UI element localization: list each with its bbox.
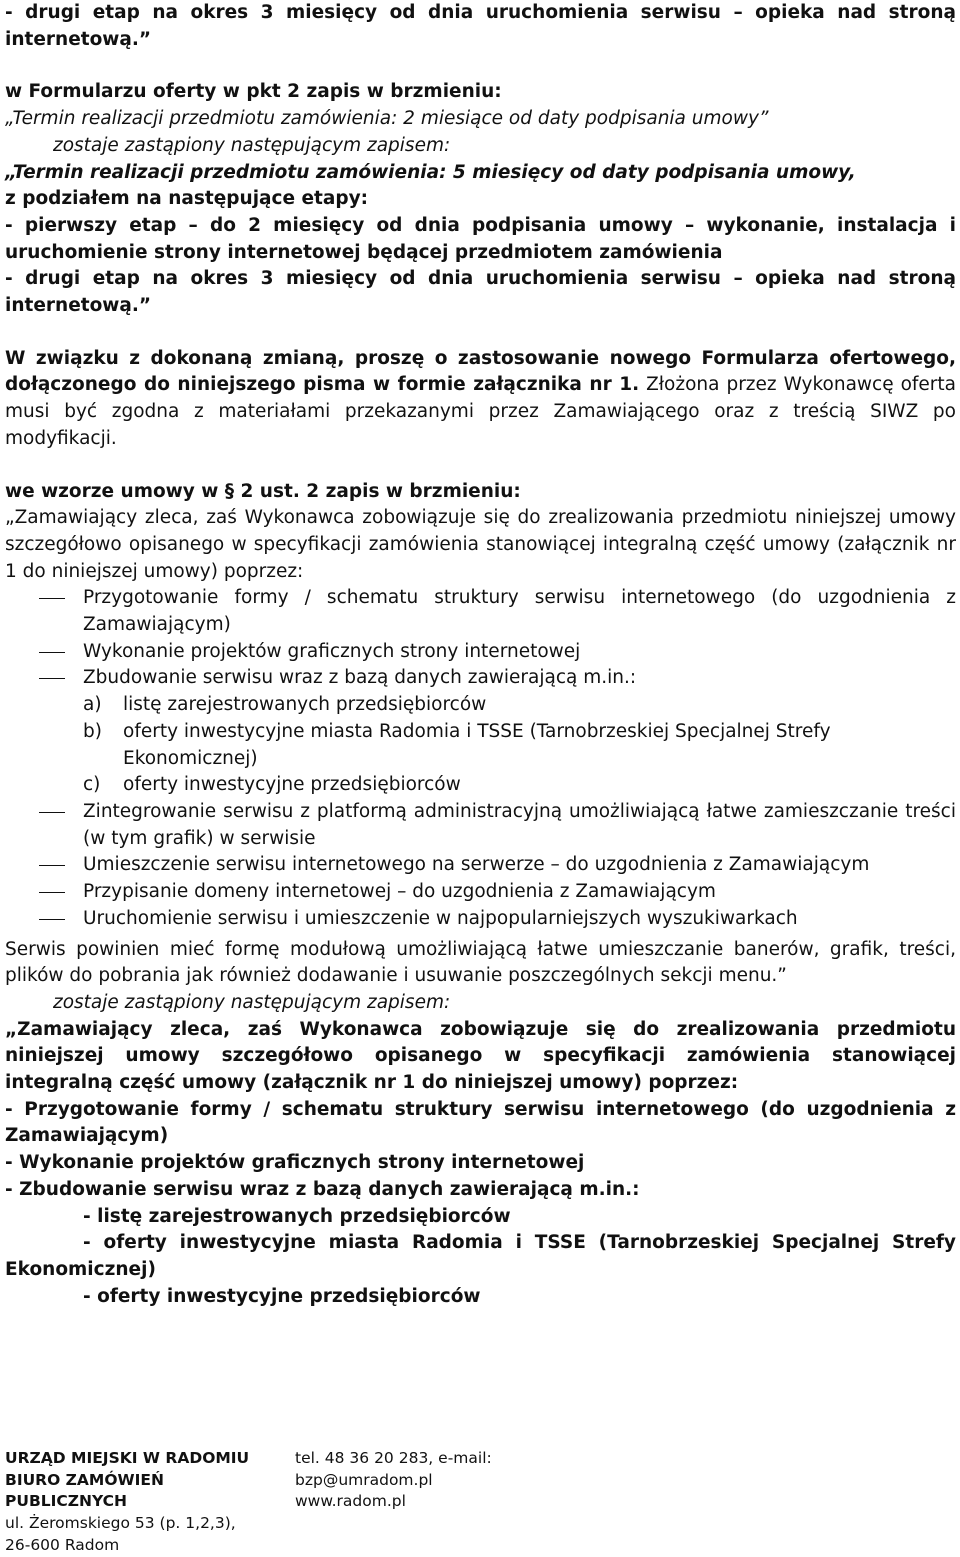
change-notice-bold: W związku z dokonaną zmianą, proszę o zastosowanie nowego Formularza ofertowego, dołączonego do niniejszego pisma w formie załącznika nr 1. (5, 347, 956, 396)
footer-contact (295, 1448, 555, 1513)
dash-item: Przypisanie domeny internetowej – do uzgodnienia z Zamawiającym (5, 879, 956, 906)
form-stage-2: - drugi etap na okres 3 miesięcy od dnia uruchomienia serwisu – opieka nad stroną internetową.” (5, 268, 956, 317)
form-section-heading: w Formularzu oferty w pkt 2 zapis w brzmieniu: (5, 81, 502, 103)
alpha-text: oferty inwestycyjne przedsiębiorców (123, 774, 461, 796)
alpha-item (5, 772, 956, 799)
contract-section-heading: we wzorze umowy w § 2 ust. 2 zapis w brzmieniu: (5, 480, 521, 502)
new-item: - Przygotowanie formy / schematu struktury serwisu internetowego (do uzgodnienia z Zamawiającym) (5, 1098, 956, 1147)
form-replace-note: zostaje zastąpiony następującym zapisem: (53, 134, 451, 156)
contract-old-intro: „Zamawiający zleca, zaś Wykonawca zobowiązuje się do zrealizowania przedmiotu niniejszej umowy szczegółowo opisanego w specyfikacji zamówienia stanowiącej integralną część umowy (załącznik nr 1 do niniejszej umowy) poprzez: (5, 507, 956, 582)
alpha-letter: c) (83, 774, 101, 796)
dash-item: Umieszczenie serwisu internetowego na serwerze – do uzgodnienia z Zamawiającym (5, 852, 956, 879)
dash-item: Uruchomienie serwisu i umieszczenie w najpopularniejszych wyszukiwarkach (5, 906, 956, 933)
alpha-item (5, 692, 956, 719)
footer-email-link[interactable]: bzp@umradom.pl (295, 1470, 433, 1489)
footer-org-line: URZĄD MIEJSKI W RADOMIU (5, 1449, 250, 1467)
footer-org (5, 1448, 255, 1557)
footer-address: 26-600 Radom (5, 1535, 120, 1554)
footer-website-link[interactable]: www.radom.pl (295, 1492, 406, 1511)
dash-item: Wykonanie projektów graficznych strony internetowej (5, 639, 956, 666)
new-item: - Wykonanie projektów graficznych strony internetowej (5, 1152, 585, 1174)
form-old-quote: „Termin realizacji przedmiotu zamówienia: 2 miesiące od daty podpisania umowy” (5, 108, 769, 130)
alpha-text: oferty inwestycyjne miasta Radomia i TSSE (Tarnobrzeskiej Specjalnej Strefy Ekonomicznej) (123, 720, 831, 769)
contract-replace-note: zostaje zastąpiony następującym zapisem: (53, 991, 451, 1013)
new-item: - Zbudowanie serwisu wraz z bazą danych zawierającą m.in.: (5, 1178, 640, 1200)
new-sub-item (5, 1230, 956, 1283)
footer-address: ul. Żeromskiego 53 (p. 1,2,3), (5, 1514, 236, 1533)
contract-new-intro: „Zamawiający zleca, zaś Wykonawca zobowiązuje się do zrealizowania przedmiotu niniejszej umowy szczegółowo opisanego w specyfikacji zamówienia stanowiącej integralną część umowy (załącznik nr 1 do niniejszej umowy) poprzez: (5, 1018, 956, 1094)
form-new-lead: „Termin realizacji przedmiotu zamówienia: 5 miesięcy od daty podpisania umowy, (5, 161, 856, 183)
dash-item: Zintegrowanie serwisu z platformą administracyjną umożliwiającą łatwe zamieszczanie treści (w tym grafik) w serwisie (5, 799, 956, 852)
change-notice-rest: Złożona przez Wykonawcę oferta musi być zgodna z materiałami przekazanymi przez Zamawiającego oraz z treścią SIWZ po modyfikacji. (5, 374, 956, 449)
stage2-line-top: - drugi etap na okres 3 miesięcy od dnia uruchomienia serwisu – opieka nad stroną internetową.” (5, 2, 956, 50)
new-sub-item-text: - oferty inwestycyjne miasta Radomia i TSSE (Tarnobrzeskiej Specjalnej Strefy Ekonomicznej) (5, 1232, 956, 1280)
dash-item: Zbudowanie serwisu wraz z bazą danych zawierającą m.in.: (5, 665, 956, 692)
document-body (5, 0, 956, 1310)
alpha-text: listę zarejestrowanych przedsiębiorców (123, 694, 487, 716)
alpha-item (5, 719, 883, 772)
form-new-sub: z podziałem na następujące etapy: (5, 188, 369, 210)
new-sub-item: - listę zarejestrowanych przedsiębiorców (83, 1205, 511, 1227)
contract-old-closing: Serwis powinien mieć formę modułową umożliwiającą łatwe umieszczanie banerów, grafik, treści, plików do pobrania jak również dodawanie i usuwanie poszczególnych sekcji menu.” (5, 938, 956, 987)
form-stage-1: - pierwszy etap – do 2 miesięcy od dnia podpisania umowy – wykonanie, instalacja i uruchomienie strony internetowej będącej przedmiotem zamówienia (5, 214, 956, 263)
alpha-letter: b) (83, 720, 102, 742)
footer-phone: tel. 48 36 20 283, e-mail: (295, 1449, 492, 1467)
new-sub-item: - oferty inwestycyjne przedsiębiorców (83, 1285, 481, 1307)
footer-org-line: PUBLICZNYCH (5, 1492, 128, 1511)
dash-item: Przygotowanie formy / schematu struktury serwisu internetowego (do uzgodnienia z Zamawiającym) (5, 585, 956, 638)
change-notice (5, 346, 956, 453)
alpha-letter: a) (83, 694, 102, 716)
footer-org-line: BIURO ZAMÓWIEŃ (5, 1470, 164, 1489)
